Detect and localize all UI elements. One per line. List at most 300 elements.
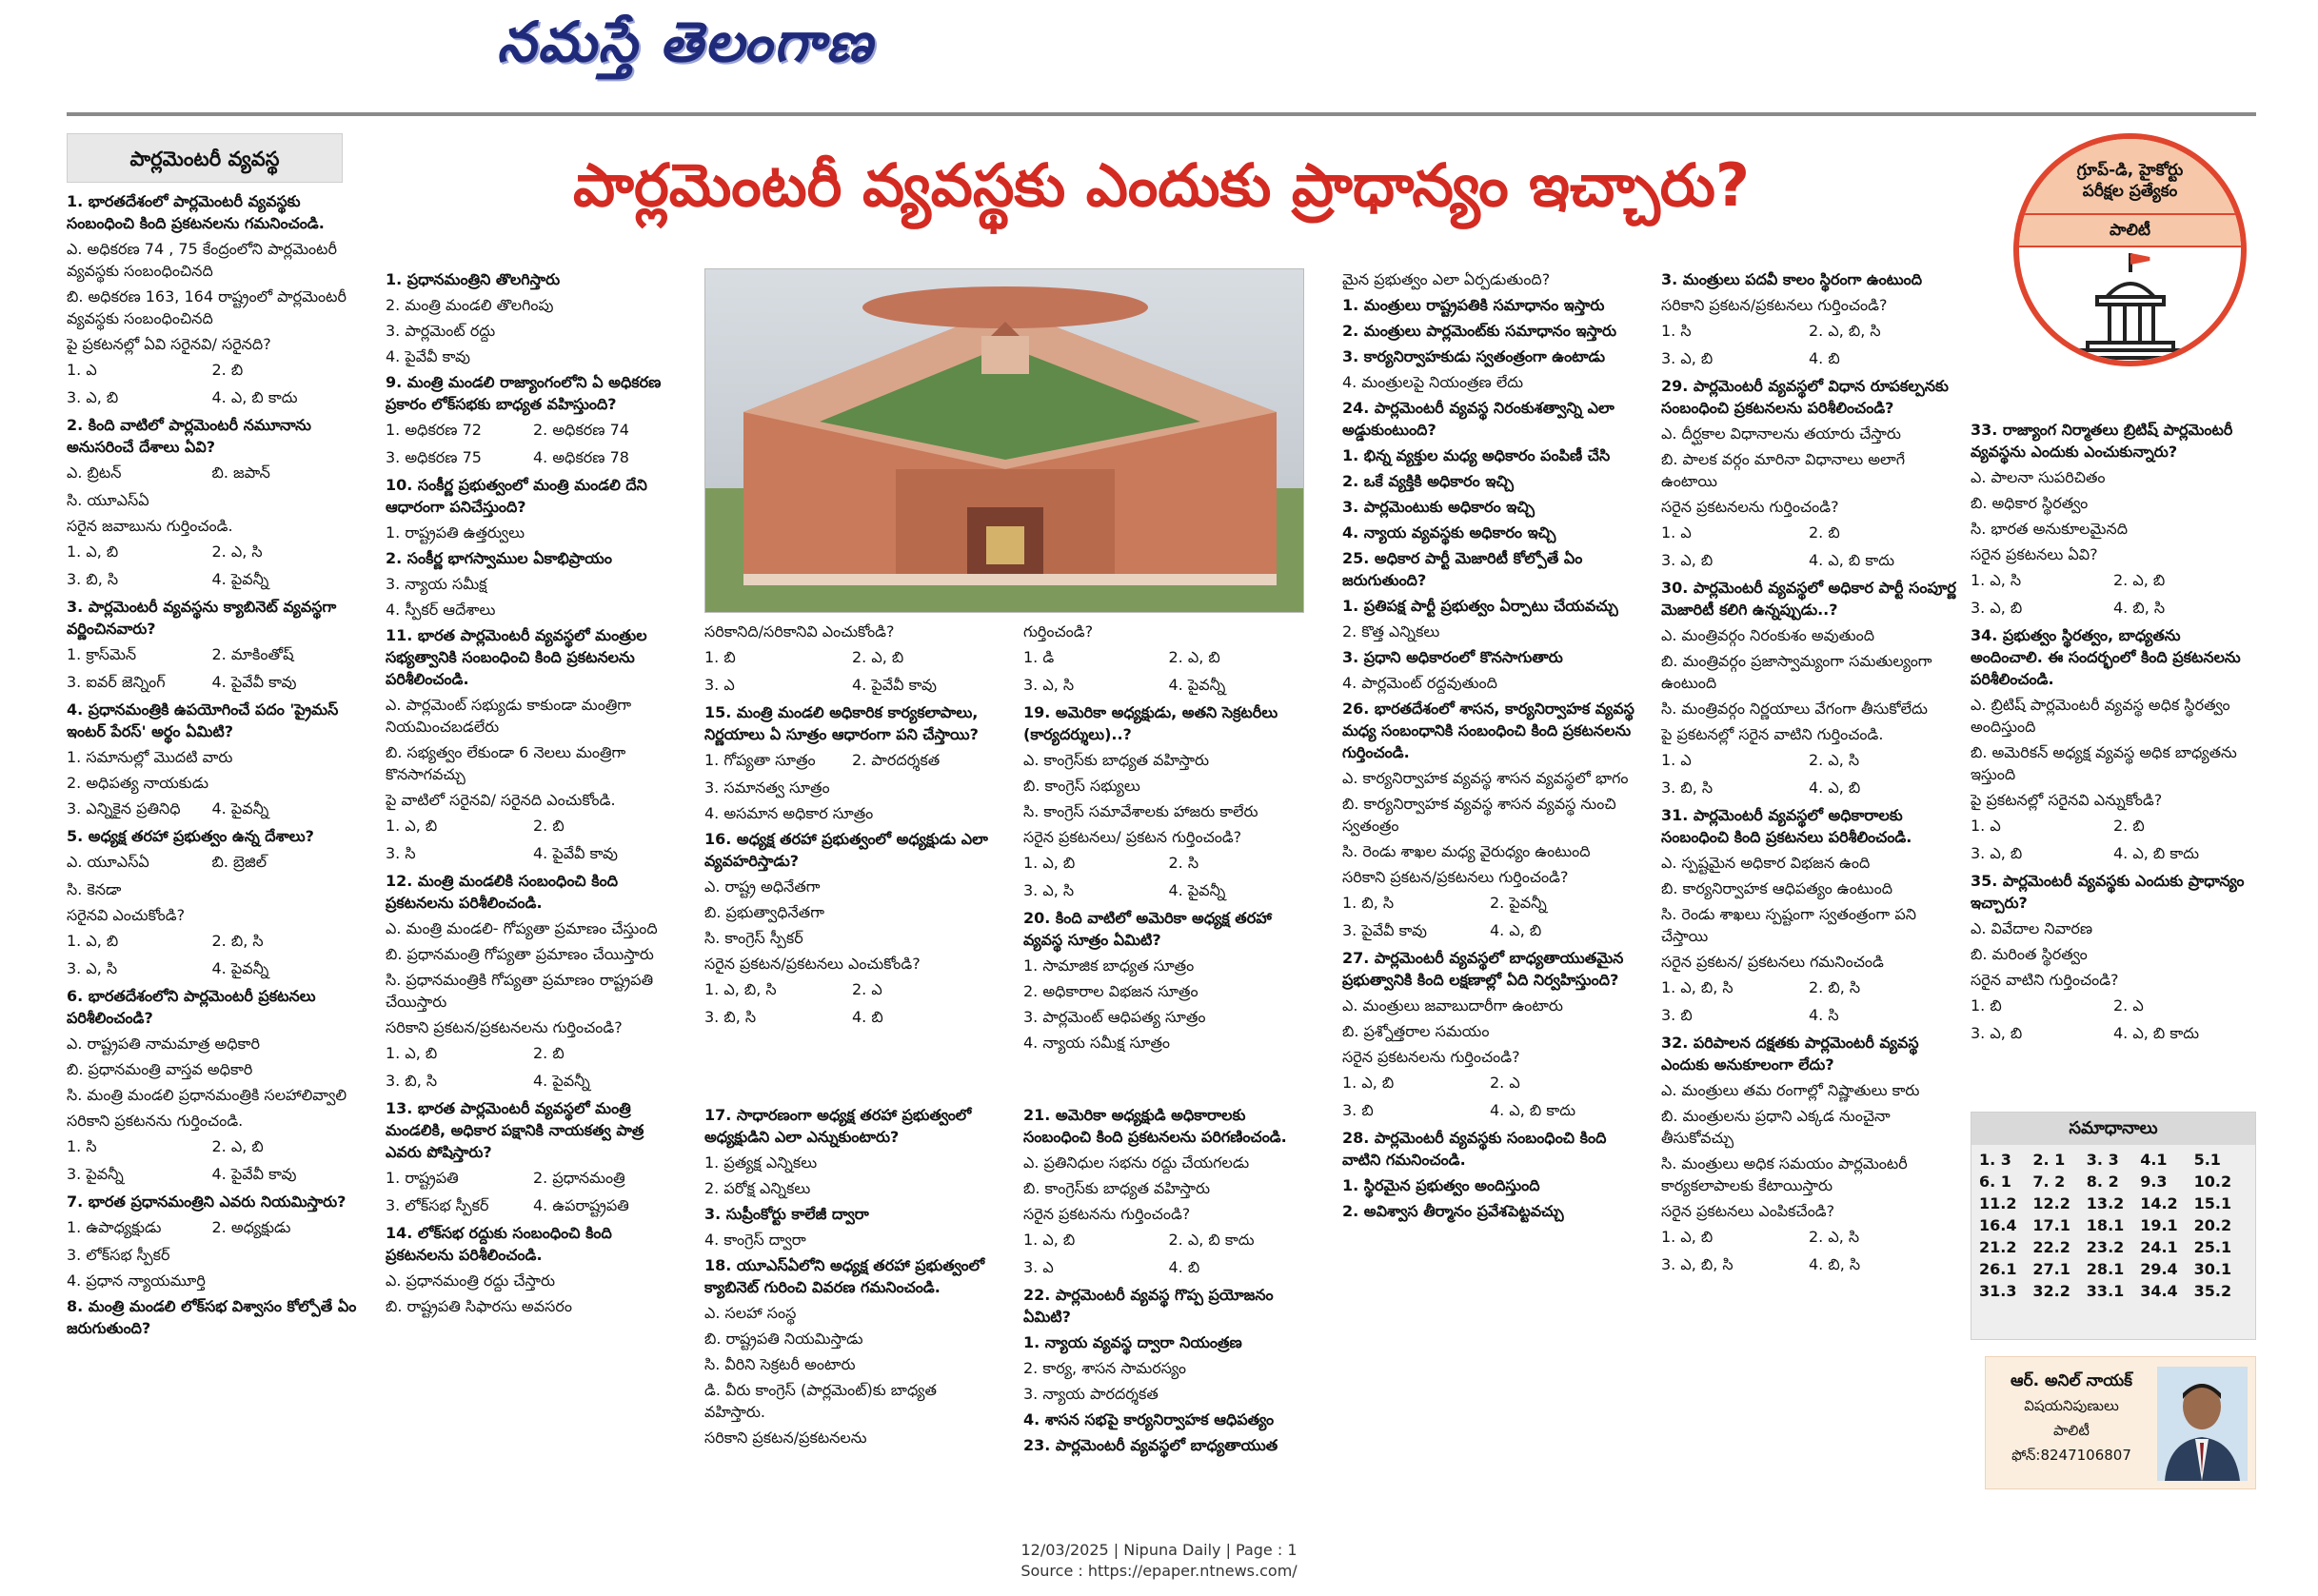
answer-key: 14.2 <box>2140 1194 2178 1212</box>
option-text: 3. ఐవర్ జెన్నింగ్ <box>67 673 166 691</box>
answer-line: బి. ప్రధానమంత్రి గోప్యతా ప్రమాణం చేయిస్తారు <box>386 945 654 963</box>
answer-line: ఎ. ప్రతినిధుల సభను రద్దు చేయగలడు <box>1023 1153 1250 1172</box>
question-text: 3. పార్లమెంటుకు అధికారం ఇచ్చి <box>1342 498 1535 516</box>
option-text: 4. సి <box>1809 1006 1839 1024</box>
option-row <box>1661 976 1956 998</box>
answer-line: బి. మంత్రులను ప్రధాని ఎక్కడ నుంచైనా తీసుకోవచ్చు <box>1661 1107 1891 1147</box>
question-text: 23. పార్లమెంటరీ వ్యవస్థలో బాధ్యతాయుత <box>1023 1436 1278 1454</box>
answer-key: 11.2 <box>1979 1194 2017 1212</box>
question-text: 2. సంకీర్ణ భాగస్వాముల ఏకాభిప్రాయం <box>386 549 612 567</box>
option-text: 1. బి <box>1971 996 2002 1015</box>
option-row <box>386 1167 681 1189</box>
option-text: 4. ఎ, బి <box>1490 921 1542 939</box>
option-row <box>67 568 357 590</box>
question-text: 24. పార్లమెంటరీ వ్యవస్థ నిరంకుశత్వాన్ని ఎలా అడ్డుకుంటుంది? <box>1342 399 1615 439</box>
footer-date: 12/03/2025 | Nipuna Daily | Page : 1 <box>1020 1541 1298 1559</box>
option-text: 1. అధికరణ 72 <box>386 421 482 439</box>
answer-key: 6. 1 <box>1979 1172 2011 1191</box>
question-text: 29. పార్లమెంటరీ వ్యవస్థలో విధాన రూపకల్పనకు సంబంధించి ప్రకటనలను పరిశీలించండి? <box>1661 377 1949 417</box>
question-text: 7. భారత ప్రధానమంత్రిని ఎవరు నియమిస్తారు? <box>67 1192 347 1211</box>
answer-line: సరికాని ప్రకటన/ప్రకటనలు గుర్తించండి? <box>1342 868 1569 886</box>
option-text: 3. ఎ, సి <box>1023 881 1075 899</box>
option-text: 2. ఎ, బి కాదు <box>1168 1231 1255 1249</box>
option-text: 4. పైవన్నీ <box>211 799 269 818</box>
answer-line: 4. న్యాయ సమీక్ష సూత్రం <box>1023 1034 1171 1052</box>
answer-line: ఎ. రాష్ట్రపతి నామమాత్ర అధికారి <box>67 1034 261 1053</box>
option-text: 3. బి <box>1661 1006 1693 1024</box>
answer-key: 27.1 <box>2032 1260 2070 1278</box>
question-text: 34. ప్రభుత్వం స్థిరత్వం, బాధ్యతను అందించాలి. ఈ సందర్భంలో కింది ప్రకటనలను పరిశీలించండి. <box>1971 626 2241 688</box>
question-text: 1. ప్రధానమంత్రిని తొలగిస్తారు <box>386 270 561 288</box>
option-text: బి. బ్రెజిల్ <box>211 853 267 871</box>
answer-line: ఎ. పాలనా సుపరిచితం <box>1971 468 2106 486</box>
option-text: 2. పారదర్శకత <box>852 751 941 769</box>
answer-line: పై ప్రకటనల్లో సరైనవి ఎన్నుకోండి? <box>1971 791 2163 809</box>
option-text: 3. ఎ, సి <box>1023 676 1075 694</box>
answer-line: ఎ. రాష్ట్ర అధినేతగా <box>704 877 821 896</box>
col7-body <box>1971 419 2256 1044</box>
option-text: 3. పైవన్నీ <box>67 1165 124 1183</box>
question-text: 18. యూఎస్ఏలోని అధ్యక్ష తరహా ప్రభుత్వంలో క్యాబినెట్ గురించి వివరణ గమనించండి. <box>704 1256 985 1296</box>
question-text: 15. మంత్రి మండలి అధికారిక కార్యకలాపాలు, నిర్ణయాలు ఏ సూత్రం ఆధారంగా పని చేస్తాయి? <box>704 703 979 743</box>
option-row <box>67 643 357 665</box>
answer-key: 7. 2 <box>2032 1172 2066 1191</box>
question-text: 5. అధ్యక్ష తరహా ప్రభుత్వం ఉన్న దేశాలు? <box>67 827 314 845</box>
answer-line: బి. కాంగ్రెస్ సభ్యులు <box>1023 777 1140 795</box>
question-text: 3. ప్రధాని అధికారంలో కొనసాగుతారు <box>1342 648 1563 666</box>
answer-line: బి. అమెరికన్ అధ్యక్ష వ్యవస్థ అధిక బాధ్యతను ఇస్తుంది <box>1971 743 2237 783</box>
answer-line: ఎ. సలహా సంస్థ <box>704 1304 797 1322</box>
option-text: 2. ప్రధానమంత్రి <box>533 1169 625 1187</box>
parliament-photo <box>704 268 1304 613</box>
option-row <box>1661 347 1956 369</box>
answer-line: గుర్తించండి? <box>1023 622 1094 640</box>
answer-key: 35.2 <box>2193 1282 2232 1300</box>
question-text: 28. పార్లమెంటరీ వ్యవస్థకు సంబంధించి కింది వాటిని గమనించండి. <box>1342 1129 1607 1169</box>
option-text: 3. బి, సి <box>67 570 119 588</box>
answer-line: బి. పాలక వర్గం మారినా విధానాలు అలాగే ఉంటాయి <box>1661 450 1906 490</box>
option-row <box>1661 777 1956 798</box>
question-text: 4. ప్రధానమంత్రికి ఉపయోగించే పదం 'ప్రైమస్ ఇంటర్ పేరస్' అర్థం ఏమిటి? <box>67 700 339 740</box>
answer-line: బి. రాష్ట్రపతి నియమిస్తాడు <box>704 1330 863 1348</box>
answer-line: సరైనవి ఎంచుకోండి? <box>67 906 186 924</box>
question-text: 16. అధ్యక్ష తరహా ప్రభుత్వంలో అధ్యక్షుడు ఎలా వ్యవహరిస్తాడు? <box>704 830 988 870</box>
answer-line: బి. కార్యనిర్వాహక వ్యవస్థ శాసన వ్యవస్థ నుంచి స్వతంత్రం <box>1342 795 1616 835</box>
answer-key: 19.1 <box>2140 1216 2178 1234</box>
col5-body <box>1342 268 1637 1222</box>
answer-key: 34.4 <box>2140 1282 2178 1300</box>
option-row <box>1342 1099 1637 1121</box>
answer-line: 4. స్పీకర్ ఆదేశాలు <box>386 601 496 619</box>
question-text: 2. మంత్రులు పార్లమెంట్‌కు సమాధానం ఇస్తారు <box>1342 322 1616 340</box>
question-text: 8. మంత్రి మండలి లోక్‌సభ విశ్వాసం కోల్పోతే ఏం జరుగుతుంది? <box>67 1297 357 1337</box>
answer-key: 21.2 <box>1979 1238 2017 1256</box>
answer-line: సి. రెండు శాఖల మధ్య వైరుధ్యం ఉంటుంది <box>1342 842 1591 860</box>
answer-line: సరైన ప్రకటనలు ఏవి? <box>1971 545 2098 563</box>
option-text: 4. అధికరణ 78 <box>533 448 629 466</box>
question-text: 17. సాధారణంగా అధ్యక్ష తరహా ప్రభుత్వంలో అధ్యక్షుడిని ఎలా ఎన్నుకుంటారు? <box>704 1106 972 1146</box>
question-text: 30. పార్లమెంటరీ వ్యవస్థలో అధికార పార్టీ సంపూర్ణ మెజారిటీ కలిగి ఉన్నప్పుడు..? <box>1661 579 1956 619</box>
option-text: 3. ఎ, బి <box>1661 349 1714 367</box>
option-row <box>67 798 357 819</box>
option-text: 4. బి <box>1168 1258 1200 1276</box>
answer-line: 4. అసమాన అధికార సూత్రం <box>704 804 874 822</box>
option-text: 1. ఎ, బి <box>1023 1231 1076 1249</box>
answer-line: 4. పార్లమెంట్ రద్దవుతుంది <box>1342 674 1497 692</box>
answer-line: సరికాని ప్రకటన/ప్రకటనలు గుర్తించండి? <box>1661 296 1888 314</box>
option-text: 4. ఎ, బి కాదు <box>1809 551 1895 569</box>
answer-line: 1. రాష్ట్రపతి ఉత్తర్వులు <box>386 523 525 542</box>
option-text: 2. బి, సి <box>1809 978 1861 996</box>
article-column-1 <box>67 190 357 1523</box>
answer-line: ఎ. కాంగ్రెస్‌కు బాధ్యత వహిస్తారు <box>1023 751 1210 769</box>
option-row <box>386 419 681 441</box>
answer-key: 25.1 <box>2193 1238 2232 1256</box>
option-text: బి. జపాన్ <box>211 463 270 482</box>
author-subject: పాలిటీ <box>2052 1422 2090 1439</box>
answer-key: 28.1 <box>2086 1260 2125 1278</box>
option-text: 2. ఎ, సి <box>1809 751 1860 769</box>
answer-line: 3. న్యాయ సమీక్ష <box>386 575 487 593</box>
option-text: 4. పైవేవీ కావు <box>211 1165 297 1183</box>
answer-line: బి. రాష్ట్రపతి సిఫారసు అవసరం <box>386 1297 572 1315</box>
author-photo <box>2157 1367 2248 1481</box>
badge-line2: పరీక్షల ప్రత్యేకం <box>2082 182 2178 201</box>
option-row <box>704 749 1000 771</box>
col1-body <box>67 190 357 1339</box>
option-text: 2. అధ్యక్షుడు <box>211 1218 291 1236</box>
option-row <box>1661 1004 1956 1026</box>
option-text: 3. ఎ, బి <box>1971 599 2023 617</box>
option-text: 2. ఎ <box>2113 996 2144 1015</box>
option-row <box>1971 597 2256 619</box>
option-row <box>1661 1253 1956 1275</box>
answer-line: బి. మరింత స్థిరత్వం <box>1971 945 2088 963</box>
answer-key: 15.1 <box>2193 1194 2232 1212</box>
answer-key: 29.4 <box>2140 1260 2178 1278</box>
answer-key: 20.2 <box>2193 1216 2232 1234</box>
question-text: 14. లోక్‌సభ రద్దుకు సంబంధించి కింది ప్రకటనలను పరిశీలించండి. <box>386 1224 612 1264</box>
col4b-body <box>1023 1104 1314 1456</box>
option-row <box>1661 1226 1956 1248</box>
answer-key: 3. 3 <box>2086 1151 2119 1169</box>
question-text: 2. ఒకే వ్యక్తికి అధికారం ఇచ్చి <box>1342 472 1515 490</box>
option-text: 2. పైవన్నీ <box>1490 894 1547 912</box>
answer-line: ఎ. బ్రిటిష్ పార్లమెంటరీ వ్యవస్థ అధిక స్థిరత్వం అందిస్తుంది <box>1971 696 2230 736</box>
option-text: 3. పైవేవీ కావు <box>1342 921 1427 939</box>
option-text: 1. సి <box>67 1137 97 1155</box>
option-row <box>1023 1256 1314 1278</box>
answer-line: సరైన వాటిని గుర్తించండి? <box>1971 971 2119 989</box>
option-text: 2. బి <box>211 361 244 379</box>
question-text: 3. కార్యనిర్వాహకుడు స్వతంత్రంగా ఉంటాడు <box>1342 347 1606 365</box>
answer-key: 8. 2 <box>2086 1172 2119 1191</box>
article-column-4a <box>704 1104 1000 1523</box>
answers-title: సమాధానాలు <box>1971 1113 2255 1145</box>
option-text: 2. బి, సి <box>211 932 264 950</box>
option-row <box>1971 842 2256 864</box>
option-text: 1. బి <box>704 648 736 666</box>
option-text: 3. ఎ <box>1023 1258 1054 1276</box>
option-text: 2. ఎ, బి, సి <box>1809 322 1881 340</box>
answer-line: 4. పైవేవీ కావు <box>386 347 470 365</box>
option-text: 1. ఎ, బి <box>67 932 119 950</box>
option-row <box>67 359 357 381</box>
option-row <box>704 978 1000 1000</box>
option-row <box>67 930 357 952</box>
option-text: 1. ఎ, బి <box>386 1044 438 1062</box>
author-card <box>1985 1356 2256 1489</box>
answer-line: ఎ. పార్లమెంట్ సభ్యుడు కాకుండా మంత్రిగా నియమించబడలేరు <box>386 696 632 736</box>
answer-line: ఎ. స్పష్టమైన అధికార విభజన ఉంది <box>1661 854 1871 872</box>
option-text: 1. ఎ, సి <box>1971 571 2022 589</box>
option-text: 3. ఎ, బి <box>1971 844 2023 862</box>
option-text: 1. రాష్ట్రపతి <box>386 1169 459 1187</box>
question-text: 35. పార్లమెంటరీ వ్యవస్థకు ఎందుకు ప్రాధాన్యం ఇచ్చారు? <box>1971 872 2245 912</box>
option-text: 4. పైవన్నీ <box>1168 881 1226 899</box>
option-text: 2. బి <box>1809 523 1840 542</box>
footer-source: Source : https://epaper.ntnews.com/ <box>1020 1562 1298 1580</box>
option-text: 3. ఎ, బి <box>1661 551 1714 569</box>
author-text <box>1995 1369 2148 1468</box>
question-text: 2. అవిశ్వాస తీర్మానం ప్రవేశపెట్టవచ్చు <box>1342 1202 1564 1220</box>
answer-line: 2. కొత్త ఎన్నికలు <box>1342 622 1440 640</box>
option-text: 4. పైవన్నీ <box>211 570 269 588</box>
option-row <box>1342 892 1637 914</box>
option-row <box>386 842 681 864</box>
answer-line: సరైన ప్రకటనలను గుర్తించండి? <box>1342 1048 1520 1066</box>
answer-key: 24.1 <box>2140 1238 2178 1256</box>
col4a-body <box>704 1104 1000 1448</box>
masthead <box>0 10 1371 100</box>
option-text: ఎ. బ్రిటన్ <box>67 463 122 482</box>
answer-line: సి. మంత్రివర్గం నిర్ణయాలు వేగంగా తీసుకోలేదు <box>1661 699 1928 718</box>
answer-line: పై ప్రకటనల్లో సరైన వాటిని గుర్తించండి. <box>1661 725 1884 743</box>
option-text: 1. గోప్యతా సూత్రం <box>704 751 816 769</box>
answer-key: 5.1 <box>2193 1151 2221 1169</box>
answer-line: సి. యూఎస్ఏ <box>67 491 149 509</box>
masthead-title: నమస్తే తెలంగాణ <box>497 10 874 74</box>
answer-key: 30.1 <box>2193 1260 2232 1278</box>
answers-box <box>1971 1112 2256 1340</box>
option-row <box>1023 879 1314 901</box>
option-text: 3. ఎ <box>704 676 735 694</box>
answer-key: 33.1 <box>2086 1282 2125 1300</box>
option-text: 1. ఎ, బి <box>1023 854 1076 872</box>
option-row <box>1971 995 2256 1016</box>
answer-key: 32.2 <box>2032 1282 2070 1300</box>
option-row <box>1661 549 1956 571</box>
col2-body <box>386 268 681 1317</box>
option-row <box>386 1070 681 1092</box>
option-text: 2. సి <box>1168 854 1199 872</box>
option-row <box>67 851 357 873</box>
answer-line: సరికానిది/సరికానివి ఎంచుకోండి? <box>704 622 895 640</box>
question-text: 3. పార్లమెంటరీ వ్యవస్థను క్యాబినెట్ వ్యవస్థగా వర్ణించినవారు? <box>67 598 337 638</box>
option-row <box>67 1135 357 1157</box>
option-text: 1. ఎ <box>1661 523 1692 542</box>
option-text: 1. సి <box>1661 322 1692 340</box>
option-text: 4. ఉపరాష్ట్రపతి <box>533 1196 629 1214</box>
option-row <box>386 1042 681 1064</box>
option-row <box>1342 919 1637 941</box>
answer-line: సి. మంత్రి మండలి ప్రధానమంత్రికి సలహాలివ్వాలి <box>67 1086 347 1104</box>
option-text: 3. బి, సి <box>386 1072 438 1090</box>
headline: పార్లమెంటరీ వ్యవస్థకు ఎందుకు ప్రాధాన్యం ఇచ్చారు? <box>573 150 1750 220</box>
answer-line: 3. న్యాయ పారదర్శకత <box>1023 1385 1159 1403</box>
option-row <box>386 815 681 837</box>
article-column-3a <box>704 621 1000 1106</box>
exam-badge <box>2013 133 2247 366</box>
option-text: 2. ఎ, బి <box>1168 648 1220 666</box>
option-text: 4. పైవన్నీ <box>211 959 269 977</box>
question-text: 3. మంత్రులు పదవీ కాలం స్థిరంగా ఉంటుంది <box>1661 270 1923 288</box>
answer-line: సరైన ప్రకటనలు/ ప్రకటన గుర్తించండి? <box>1023 828 1242 846</box>
answer-line: 4. ప్రధాన న్యాయమూర్తి <box>67 1271 206 1290</box>
option-text: 3. ఎ, బి, సి <box>1661 1255 1734 1273</box>
option-row <box>704 674 1000 696</box>
answer-line: సరికాని ప్రకటన/ప్రకటనలను గుర్తించండి? <box>386 1018 623 1036</box>
answer-line: సరైన ప్రకటనను గుర్తించండి? <box>1023 1205 1191 1223</box>
answer-line: సి. మంత్రులు అధిక సమయం పార్లమెంటరీ కార్యకలాపాలకు కేటాయిస్తారు <box>1661 1154 1908 1194</box>
answer-line: సరైన జవాబును గుర్తించండి. <box>67 517 233 535</box>
question-text: 4. న్యాయ వ్యవస్థకు అధికారం ఇచ్చి <box>1342 523 1556 542</box>
answer-line: 2. కార్య, శాసన సామరస్యం <box>1023 1359 1186 1377</box>
answer-line: సరైన ప్రకటన/ప్రకటనలు ఎంచుకోండి? <box>704 955 921 973</box>
question-text: 3. సుప్రీంకోర్టు కాలేజీ ద్వారా <box>704 1205 869 1223</box>
answer-line: ఎ. ప్రధానమంత్రి రద్దు చేస్తారు <box>386 1271 556 1290</box>
badge-subject: పాలిటీ <box>2019 213 2241 247</box>
answer-line: సి. కాంగ్రెస్ స్పీకర్ <box>704 929 803 947</box>
answer-line: బి. ప్రధానమంత్రి వాస్తవ అధికారి <box>67 1060 253 1078</box>
answer-line: బి. కాంగ్రెస్‌కు బాధ్యత వహిస్తారు <box>1023 1179 1210 1197</box>
answer-line: బి. అధికరణ 163, 164 రాష్ట్రంలో పార్లమెంటరీ వ్యవస్థకు సంబంధించినది <box>67 287 347 327</box>
option-text: 2. ఎ, బి <box>211 1137 264 1155</box>
answer-line: 1. ప్రత్యక్ష ఎన్నికలు <box>704 1153 818 1172</box>
option-row <box>67 1216 357 1238</box>
option-text: 4. బి <box>1809 349 1840 367</box>
question-text: 12. మంత్రి మండలికి సంబంధించి కింది ప్రకటనలను పరిశీలించండి. <box>386 872 619 912</box>
option-row <box>1023 674 1314 696</box>
answer-line: సరైన ప్రకటనలను గుర్తించండి? <box>1661 498 1839 516</box>
option-row <box>704 1006 1000 1028</box>
option-text: 1. ఎ, బి <box>1661 1228 1714 1246</box>
option-text: 4. బి, సి <box>1809 1255 1861 1273</box>
option-text: 3. ఎన్నికైన ప్రతినిధి <box>67 799 181 818</box>
option-row <box>386 446 681 468</box>
answer-key: 16.4 <box>1979 1216 2017 1234</box>
answer-key: 2. 1 <box>2032 1151 2066 1169</box>
option-text: 2. ఎ <box>852 980 882 998</box>
option-text: 4. బి, సి <box>2113 599 2166 617</box>
question-text: 1. ప్రతిపక్ష పార్టీ ప్రభుత్వం ఏర్పాటు చేయవచ్చు <box>1342 597 1618 615</box>
answer-line: ఎ. మంత్రులు తమ రంగాల్లో నిష్ణాతులు కారు <box>1661 1081 1920 1099</box>
answer-line: సరైన ప్రకటనలు ఎంపికచేండి? <box>1661 1202 1835 1220</box>
answer-line: ఎ. మంత్రులు జవాబుదారీగా ఉంటారు <box>1342 996 1563 1015</box>
answer-line: బి. ప్రశ్నోత్తరాల సమయం <box>1342 1022 1490 1040</box>
answer-key: 9.3 <box>2140 1172 2168 1191</box>
option-text: 4. పైవేవీ కావు <box>211 673 297 691</box>
col3b-body <box>1023 621 1314 1054</box>
badge-line1: గ్రూప్-డి, హైకోర్టు <box>2076 161 2184 180</box>
option-text: 2. బి <box>2113 817 2145 835</box>
option-text: 2. ఎ <box>1490 1074 1520 1092</box>
option-text: 4. పైవన్నీ <box>533 1072 590 1090</box>
question-text: 32. పరిపాలన దక్షతకు పార్లమెంటరీ వ్యవస్థ ఎందుకు అనుకూలంగా లేదు? <box>1661 1034 1919 1074</box>
option-text: 2. ఎ, సి <box>1809 1228 1860 1246</box>
option-text: 3. బి, సి <box>704 1008 757 1026</box>
option-text: 2. మాకింతోష్ <box>211 645 294 663</box>
option-text: 3. అధికరణ 75 <box>386 448 482 466</box>
answer-line: మైన ప్రభుత్వం ఎలా ఏర్పడుతుంది? <box>1342 270 1551 288</box>
option-row <box>1661 749 1956 771</box>
question-text: 1. భిన్న వ్యక్తుల మధ్య అధికారం పంపిణీ చేసి <box>1342 446 1611 464</box>
option-text: 3. బి, సి <box>1661 778 1714 797</box>
answer-key: 31.3 <box>1979 1282 2017 1300</box>
option-row <box>67 462 357 483</box>
option-text: 4. ఎ, బి కాదు <box>211 388 298 406</box>
answer-line: బి. అధికార స్థిరత్వం <box>1971 494 2089 512</box>
answer-line: 2. పరోక్ష ఎన్నికలు <box>704 1179 811 1197</box>
answer-key: 26.1 <box>1979 1260 2017 1278</box>
option-text: 3. సి <box>386 844 416 862</box>
badge-header <box>2019 139 2241 213</box>
page-footer <box>0 1540 2318 1582</box>
option-text: 1. ఎ, బి <box>67 542 119 561</box>
option-row <box>67 1163 357 1185</box>
answer-key: 23.2 <box>2086 1238 2125 1256</box>
question-text: 1. న్యాయ వ్యవస్థ ద్వారా నియంత్రణ <box>1023 1333 1242 1351</box>
article-column-7 <box>1971 419 2256 1104</box>
answer-line: సి. వీరిని సెక్రటరీ అంటారు <box>704 1355 856 1373</box>
question-text: 27. పార్లమెంటరీ వ్యవస్థలో బాధ్యతాయుతమైన ప్రభుత్వానికి కింది లక్షణాల్లో ఏది నిర్వహిస్తుంది? <box>1342 949 1624 989</box>
option-text: 4. ఎ, బి కాదు <box>2113 1024 2200 1042</box>
answer-line: బి. సభ్యత్వం లేకుండా 6 నెలలు మంత్రిగా కొనసాగవచ్చు <box>386 743 626 783</box>
question-text: 1. భారతదేశంలో పార్లమెంటరీ వ్యవస్థకు సంబంధించి కింది ప్రకటనలను గమనించండి. <box>67 192 325 232</box>
question-text: 19. అమెరికా అధ్యక్షుడు, అతని సెక్రటరీలు (కార్యదర్శులు)..? <box>1023 703 1278 743</box>
option-text: 1. ఎ <box>1661 751 1692 769</box>
answer-line: ఎ. వివేదాల నివారణ <box>1971 919 2093 937</box>
option-text: 4. పైవేవీ కావు <box>852 676 937 694</box>
answer-line: 2. అధిపత్య నాయకుడు <box>67 774 209 792</box>
question-text: 21. అమెరికా అధ్యక్షుడి అధికారాలకు సంబంధించి కింది ప్రకటనలను పరిగణించండి. <box>1023 1106 1287 1146</box>
answer-line: ఎ. అధికరణ 74 , 75 కేంద్రంలోని పార్లమెంటరీ వ్యవస్థకు సంబంధించినది <box>67 240 337 280</box>
question-text: 22. పార్లమెంటరీ వ్యవస్థ గొప్ప ప్రయోజనం ఏమిటి? <box>1023 1286 1274 1326</box>
answer-key: 17.1 <box>2032 1216 2070 1234</box>
option-row <box>67 957 357 979</box>
author-name: ఆర్. అనిల్ నాయక్ <box>2011 1371 2132 1390</box>
answer-line: సి. కాంగ్రెస్ సమావేశాలకు హాజరు కాలేరు <box>1023 802 1258 820</box>
answers-grid <box>1971 1145 2255 1306</box>
answer-line: 2. అధికారాల విభజన సూత్రం <box>1023 982 1199 1000</box>
answer-line: 1. సామాజిక బాధ్యత సూత్రం <box>1023 956 1195 975</box>
option-text: 1. క్రాస్‌మెన్ <box>67 645 137 663</box>
option-row <box>1023 1229 1314 1251</box>
answer-line: 3. పార్లమెంట్ రద్దు <box>386 322 496 340</box>
option-text: 1. ఎ, బి <box>1342 1074 1395 1092</box>
article-column-6 <box>1661 268 1956 1525</box>
topic-label: పార్లమెంటరీ వ్యవస్థ <box>67 133 343 183</box>
answer-line: ఎ. మంత్రివర్గం నిరంకుశం అవుతుంది <box>1661 626 1875 644</box>
question-text: 10. సంకీర్ణ ప్రభుత్వంలో మంత్రి మండలి దేని ఆధారంగా పనిచేస్తుంది? <box>386 476 647 516</box>
answer-line: సి. కెనడా <box>67 880 122 898</box>
question-text: 9. మంత్రి మండలి రాజ్యాంగంలోని ఏ అధికరణ ప్రకారం లోక్‌సభకు బాధ్యత వహిస్తుంది? <box>386 373 662 413</box>
answer-line: సి. రెండు శాఖలు స్పష్టంగా స్వతంత్రంగా పని చేస్తాయి <box>1661 905 1916 945</box>
answer-line: బి. ప్రభుత్వాధినేతగా <box>704 903 824 921</box>
option-row <box>1661 320 1956 342</box>
answer-line: బి. మంత్రివర్గం ప్రజాస్వామ్యంగా సమతుల్యంగా ఉంటుంది <box>1661 652 1932 692</box>
answer-line: పై వాటిలో సరైనవి/ సరైనది ఎంచుకోండి. <box>386 791 616 809</box>
